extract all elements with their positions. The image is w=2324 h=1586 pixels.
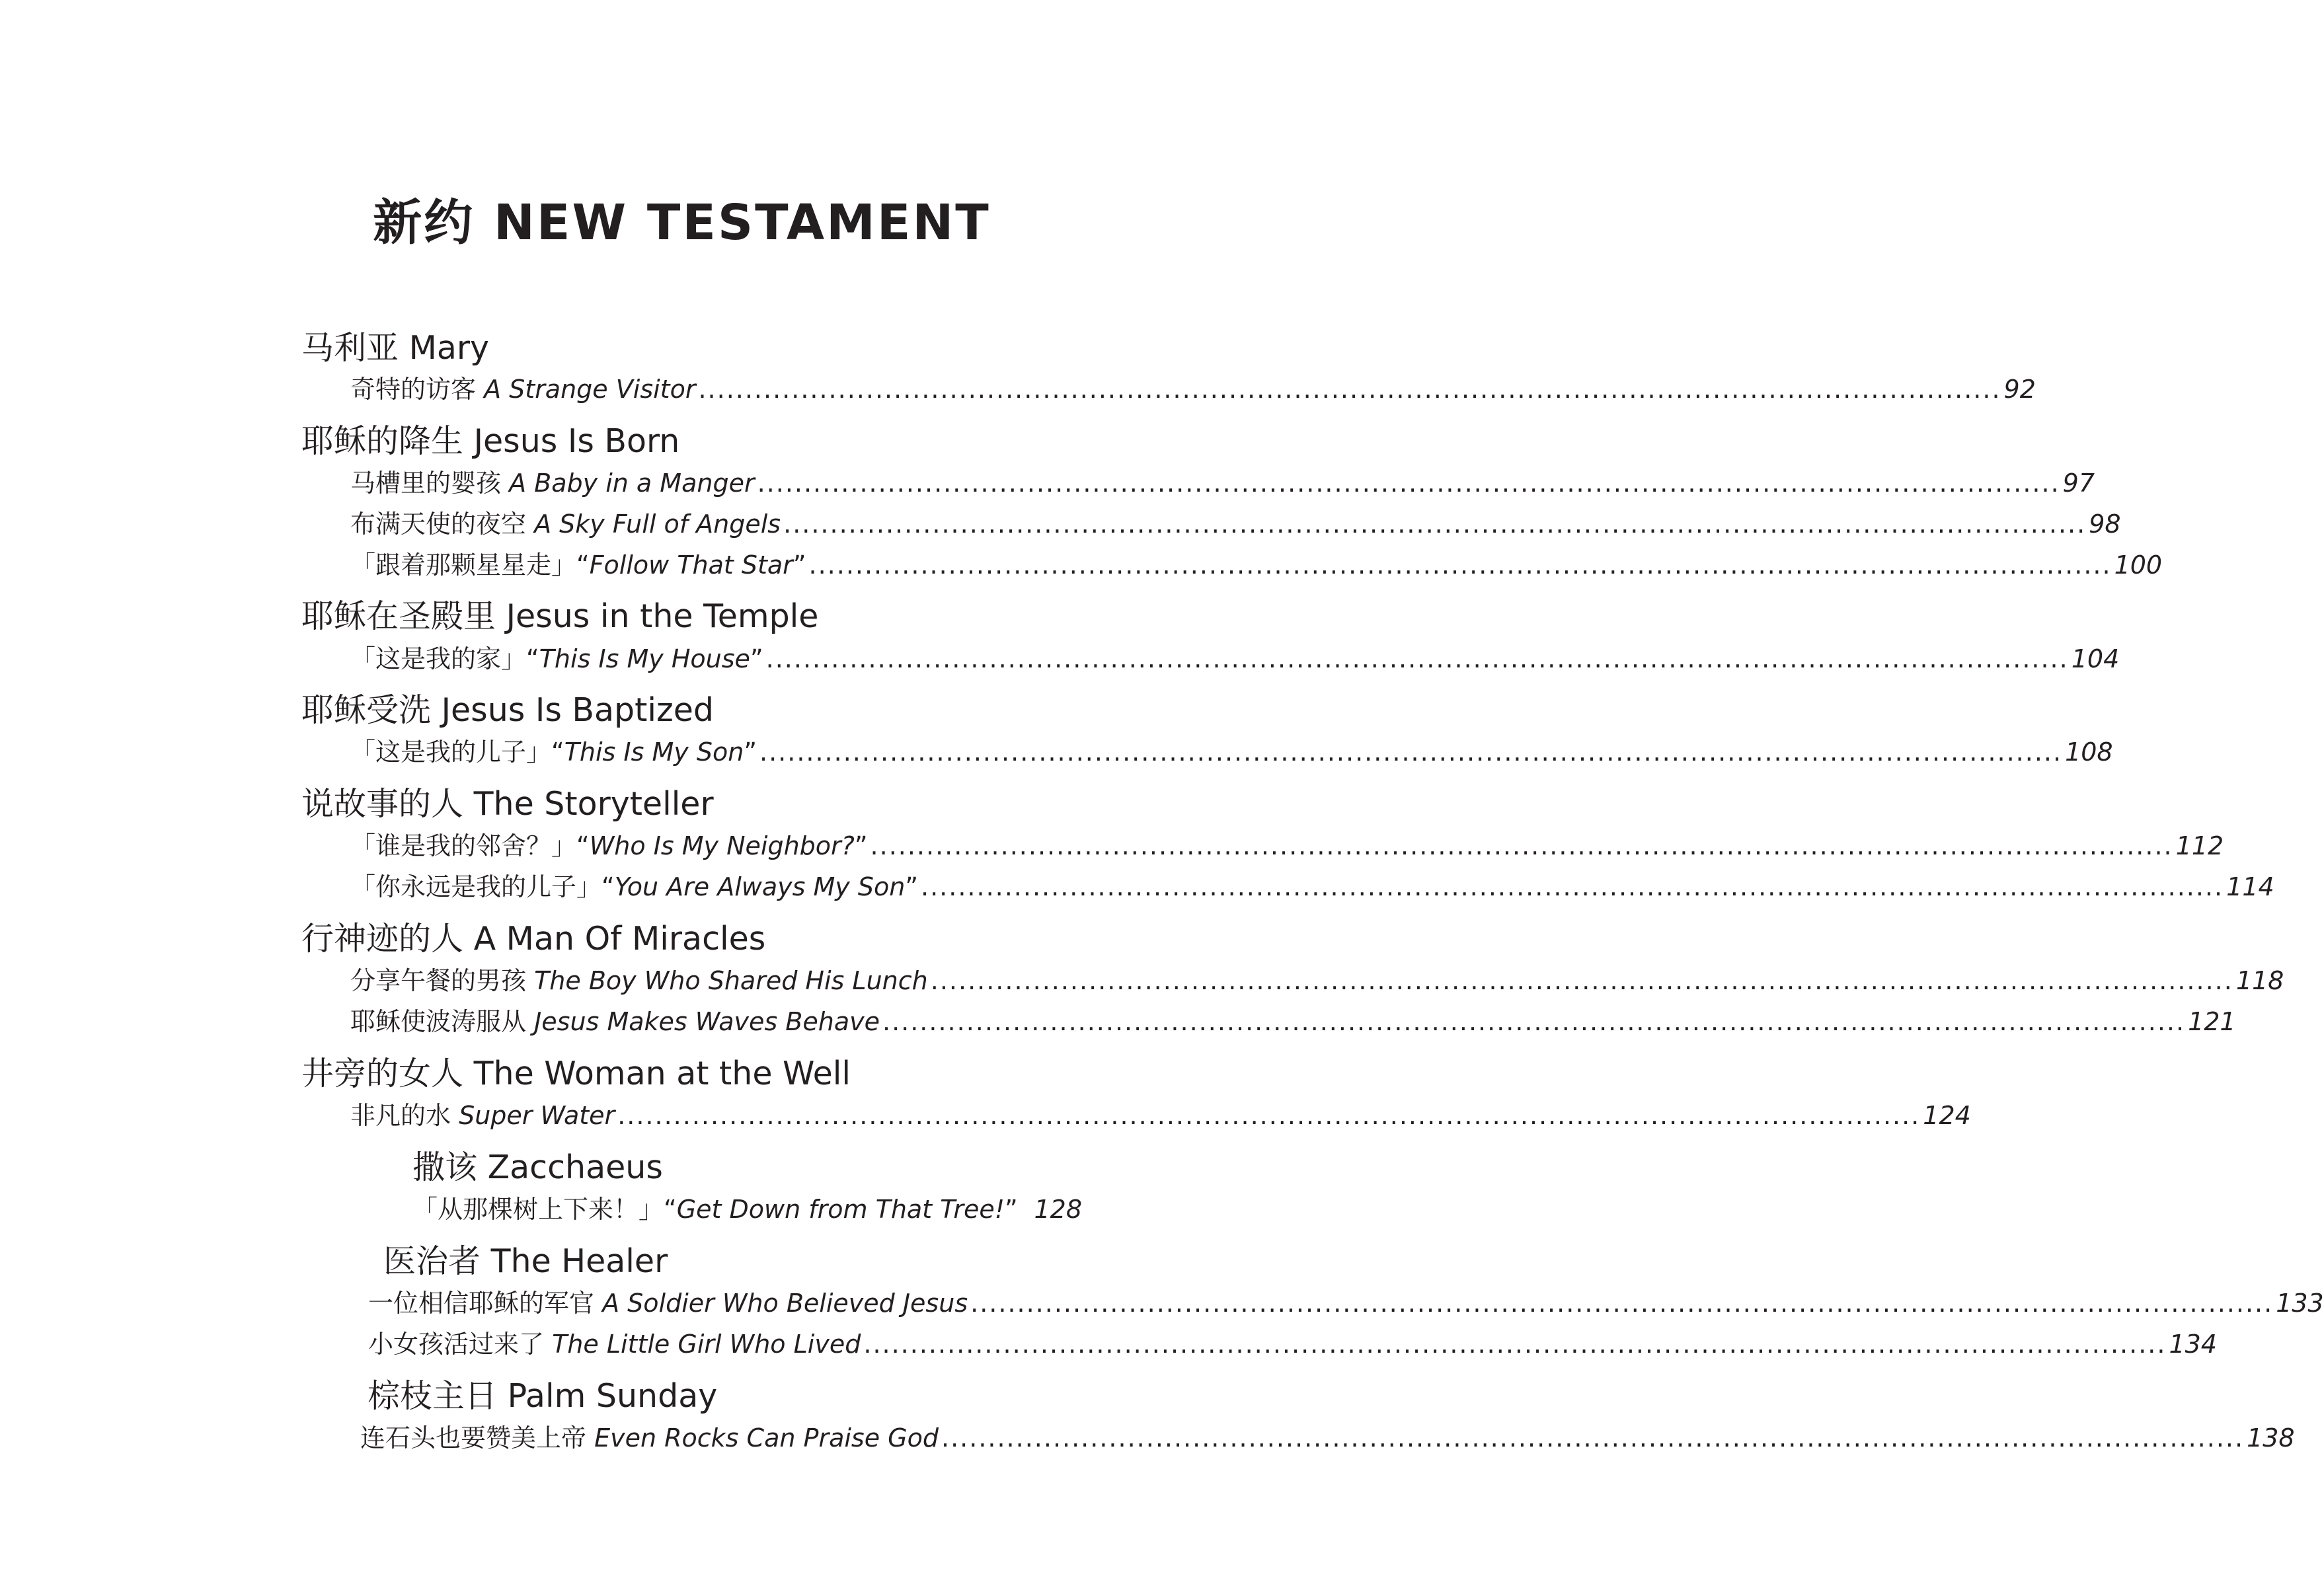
entry-title-zh: 奇特的访客 bbox=[350, 375, 484, 404]
entry-title-en: The Boy Who Shared His Lunch bbox=[534, 966, 928, 995]
closing-quote: ” bbox=[1005, 1195, 1018, 1224]
toc-entry-a-baby-in-a-manger[interactable] bbox=[350, 469, 2095, 498]
page-number: 118 bbox=[2235, 966, 2284, 995]
section-title-the-woman-at-the-well: 井旁的女人 The Woman at the Well bbox=[301, 1055, 851, 1092]
dot-leader: ............................................................................................................................................ bbox=[698, 375, 2001, 404]
toc-entry-a-strange-visitor[interactable] bbox=[350, 375, 2036, 404]
closing-quote: ” bbox=[750, 644, 763, 673]
section-title-jesus-is-baptized: 耶稣受洗 Jesus Is Baptized bbox=[301, 691, 714, 729]
toc-entry-this-is-my-house[interactable] bbox=[350, 644, 2120, 673]
page-number: 92 bbox=[2003, 375, 2036, 404]
dot-leader: ............................................................................................................................................ bbox=[921, 872, 2224, 901]
dot-leader: ............................................................................................................................................ bbox=[808, 550, 2112, 580]
entry-title-en: A Strange Visitor bbox=[484, 375, 696, 404]
entry-title-en: A Soldier Who Believed Jesus bbox=[602, 1289, 968, 1318]
entry-title-en: The Little Girl Who Lived bbox=[552, 1330, 861, 1359]
dot-leader: ............................................................................................................................................ bbox=[757, 469, 2060, 498]
page-title: 新约 NEW TESTAMENT bbox=[373, 194, 991, 251]
entry-title-zh: 耶稣使波涛服从 bbox=[350, 1007, 535, 1036]
entry-title-en: A Sky Full of Angels bbox=[534, 510, 781, 539]
page-number: 100 bbox=[2114, 550, 2163, 580]
entry-title-zh: 布满天使的夜空 bbox=[350, 510, 535, 539]
closing-quote: ” bbox=[744, 737, 757, 767]
section-title-palm-sunday: 棕枝主日 Palm Sunday bbox=[368, 1377, 718, 1415]
section-title-the-storyteller: 说故事的人 The Storyteller bbox=[301, 785, 714, 823]
entry-title-en: Who Is My Neighbor? bbox=[589, 831, 855, 860]
page-number: 97 bbox=[2062, 469, 2095, 498]
toc-entry-even-rocks-can-praise-god[interactable] bbox=[360, 1423, 2295, 1453]
section-title-jesus-in-the-temple: 耶稣在圣殿里 Jesus in the Temple bbox=[301, 597, 819, 635]
page-number: 134 bbox=[2169, 1330, 2217, 1359]
page-number: 98 bbox=[2089, 510, 2121, 539]
page-number: 128 bbox=[1034, 1195, 1082, 1224]
closing-quote: ” bbox=[793, 550, 806, 580]
page-number: 124 bbox=[1923, 1101, 1971, 1130]
entry-title-zh: 连石头也要赞美上帝 bbox=[360, 1423, 595, 1453]
toc-entry-the-boy-who-shared-his-lunch[interactable] bbox=[350, 966, 2284, 995]
entry-title-zh: 分享午餐的男孩 bbox=[350, 966, 535, 995]
section-title-zacchaeus: 撒该 Zacchaeus bbox=[412, 1149, 663, 1186]
section-title-a-man-of-miracles: 行神迹的人 A Man Of Miracles bbox=[301, 920, 766, 958]
entry-title-zh: 「从那棵树上下来！」“ bbox=[412, 1195, 677, 1224]
entry-title-zh: 一位相信耶稣的军官 bbox=[368, 1289, 603, 1318]
entry-title-en: Follow That Star bbox=[589, 550, 793, 580]
entry-title-en: Get Down from That Tree! bbox=[676, 1195, 1005, 1224]
entry-title-zh: 非凡的水 bbox=[350, 1101, 459, 1130]
entry-title-zh: 「谁是我的邻舍？」“ bbox=[350, 831, 590, 860]
toc-entry-super-water[interactable] bbox=[350, 1101, 1971, 1130]
toc-entry-follow-that-star[interactable] bbox=[350, 550, 2163, 580]
dot-leader: ............................................................................................................................................ bbox=[863, 1330, 2167, 1359]
entry-title-en: You Are Always My Son bbox=[614, 872, 906, 901]
page-number: 138 bbox=[2247, 1423, 2295, 1453]
section-title-mary: 马利亚 Mary bbox=[301, 329, 490, 367]
page-number: 114 bbox=[2226, 872, 2274, 901]
section-title-jesus-is-born: 耶稣的降生 Jesus Is Born bbox=[301, 422, 680, 460]
section-title-the-healer: 医治者 The Healer bbox=[383, 1242, 668, 1280]
entry-title-en: A Baby in a Manger bbox=[509, 469, 755, 498]
dot-leader: ............................................................................................................................................ bbox=[765, 644, 2069, 673]
entry-title-zh: 「跟着那颗星星走」“ bbox=[350, 550, 590, 580]
dot-leader: ............................................................................................................................................ bbox=[870, 831, 2173, 860]
toc-entry-this-is-my-son[interactable] bbox=[350, 737, 2113, 767]
toc-entry-who-is-my-neighbor[interactable] bbox=[350, 831, 2224, 860]
page-number: 104 bbox=[2071, 644, 2120, 673]
entry-title-zh: 「这是我的家」“ bbox=[350, 644, 539, 673]
entry-title-zh: 马槽里的婴孩 bbox=[350, 469, 510, 498]
closing-quote: ” bbox=[905, 872, 919, 901]
toc-entry-a-soldier-who-believed-jesus[interactable] bbox=[368, 1289, 2324, 1318]
dot-leader: ............................................................................................................................................ bbox=[970, 1289, 2274, 1318]
dot-leader: ............................................................................................................................................ bbox=[759, 737, 2063, 767]
page-number: 121 bbox=[2188, 1007, 2236, 1036]
dot-leader: ............................................................................................................................................ bbox=[882, 1007, 2186, 1036]
toc-entry-get-down-from-that-tree[interactable] bbox=[412, 1197, 1082, 1222]
entry-title-zh: 「你永远是我的儿子」“ bbox=[350, 872, 615, 901]
entry-title-zh: 小女孩活过来了 bbox=[368, 1330, 553, 1359]
dot-leader: ............................................................................................................................................ bbox=[617, 1101, 1921, 1130]
toc-entry-jesus-makes-waves-behave[interactable] bbox=[350, 1007, 2236, 1036]
entry-title-en: Super Water bbox=[459, 1101, 615, 1130]
page-number: 108 bbox=[2065, 737, 2113, 767]
entry-title-en: This Is My Son bbox=[564, 737, 744, 767]
page-number: 112 bbox=[2175, 831, 2224, 860]
entry-title-en: This Is My House bbox=[539, 644, 750, 673]
dot-leader: ............................................................................................................................................ bbox=[941, 1423, 2245, 1453]
entry-title-en: Jesus Makes Waves Behave bbox=[534, 1007, 880, 1036]
toc-entry-the-little-girl-who-lived[interactable] bbox=[368, 1330, 2217, 1359]
entry-title-en: Even Rocks Can Praise God bbox=[594, 1423, 939, 1453]
dot-leader: ............................................................................................................................................ bbox=[930, 966, 2233, 995]
closing-quote: ” bbox=[854, 831, 868, 860]
page-number: 133 bbox=[2276, 1289, 2324, 1318]
entry-title-zh: 「这是我的儿子」“ bbox=[350, 737, 564, 767]
toc-entry-you-are-always-my-son[interactable] bbox=[350, 872, 2274, 901]
dot-leader: ............................................................................................................................................ bbox=[783, 510, 2087, 539]
toc-entry-a-sky-full-of-angels[interactable] bbox=[350, 510, 2121, 539]
